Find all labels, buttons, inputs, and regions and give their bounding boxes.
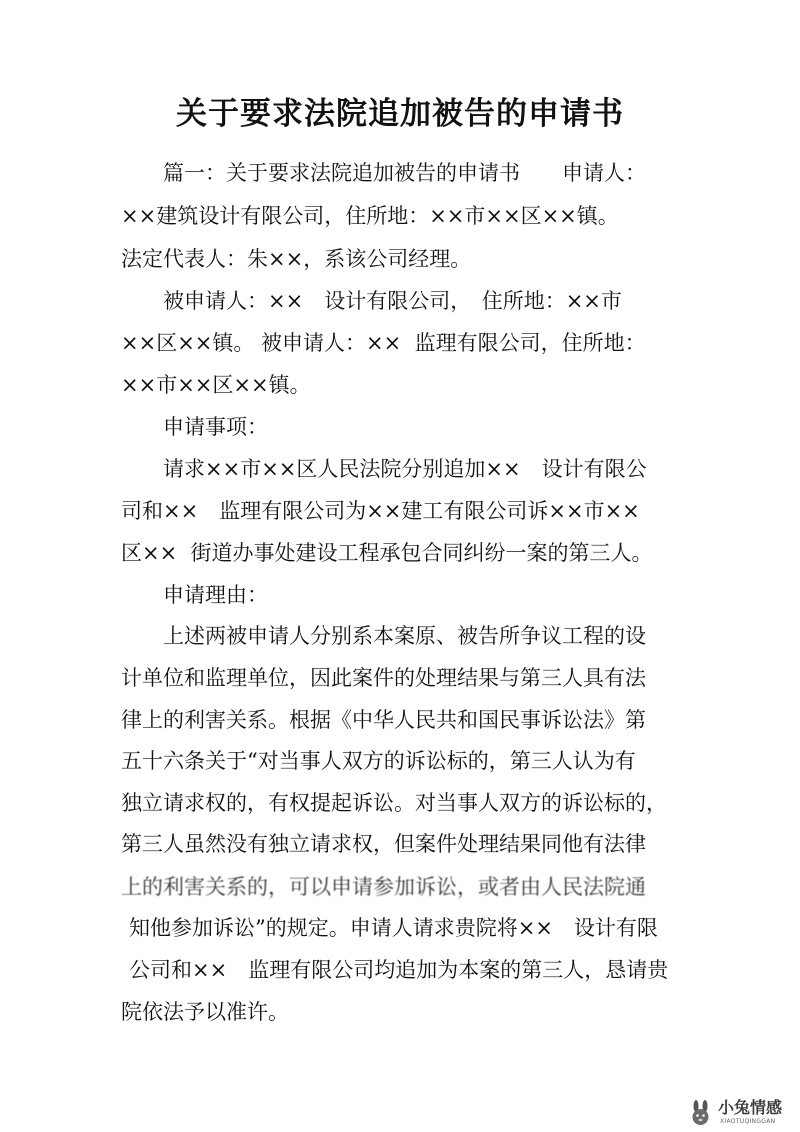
body-line: 被申请人：×× 设计有限公司， 住所地：××市 <box>163 289 622 313</box>
section-heading: 申请理由： <box>163 583 268 607</box>
body-line: 区×× 街道办事处建设工程承包合同纠纷一案的第三人。 <box>121 541 653 565</box>
site-watermark <box>686 1097 798 1131</box>
body-line: 院依法予以准许。 <box>121 1000 289 1024</box>
section-heading: 申请事项： <box>163 415 268 439</box>
body-line: 知他参加诉讼”的规定。申请人请求贵院将×× 设计有限 <box>129 916 658 940</box>
body-line: 请求××市××区人民法院分别追加×× 设计有限公 <box>163 457 647 481</box>
body-line: ××区××镇。 被申请人：×× 监理有限公司，住所地： <box>121 331 646 355</box>
body-line: 计单位和监理单位，因此案件的处理结果与第三人具有法 <box>121 666 646 690</box>
body-line: ××市××区××镇。 <box>121 373 311 397</box>
rabbit-logo-icon <box>686 1099 716 1127</box>
body-line: 第三人虽然没有独立请求权，但案件处理结果同他有法律 <box>121 832 646 856</box>
body-line: 篇一：关于要求法院追加被告的申请书 申请人： <box>163 161 646 185</box>
body-line: 五十六条关于“对当事人双方的诉讼标的，第三人认为有 <box>121 749 636 773</box>
watermark-pinyin: XIAOTUQINGGAN <box>720 1118 776 1125</box>
body-line: 上述两被申请人分别系本案原、被告所争议工程的设 <box>163 624 646 648</box>
body-line: 律上的利害关系。根据《中华人民共和国民事诉讼法》第 <box>121 708 646 732</box>
body-line: 独立请求权的，有权提起诉讼。对当事人双方的诉讼标的， <box>121 791 667 815</box>
body-line: 司和×× 监理有限公司为××建工有限公司诉××市×× <box>121 499 640 523</box>
body-line: 法定代表人：朱××，系该公司经理。 <box>121 247 472 271</box>
watermark-name: 小兔情感 <box>718 1098 783 1117</box>
body-line: ××建筑设计有限公司，住所地：××市××区××镇。 <box>121 204 619 228</box>
document-title: 关于要求法院追加被告的申请书 <box>176 96 624 132</box>
body-line: 上的利害关系的，可以申请参加诉讼，或者由人民法院通 <box>121 875 646 899</box>
body-line: 公司和×× 监理有限公司均追加为本案的第三人，恳请贵 <box>129 958 669 982</box>
